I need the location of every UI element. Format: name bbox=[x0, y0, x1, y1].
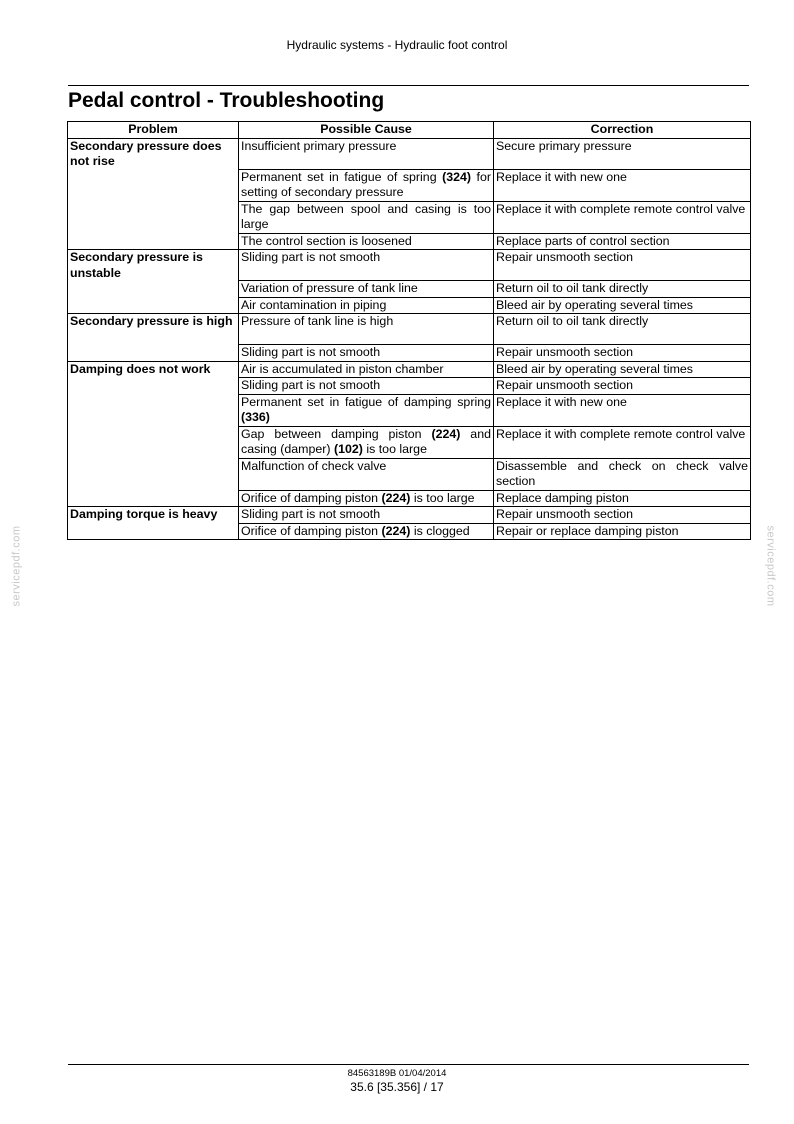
correction-cell: Repair unsmooth section bbox=[494, 507, 751, 524]
page-number: 35.6 [35.356] / 17 bbox=[350, 1080, 444, 1094]
cause-cell: Air contamination in piping bbox=[239, 297, 494, 314]
cause-cell: Permanent set in fatigue of damping spring (336) bbox=[239, 394, 494, 426]
cause-cell: Air is accumulated in piston chamber bbox=[239, 361, 494, 378]
page-title: Pedal control - Troubleshooting bbox=[68, 89, 385, 112]
cause-cell: Sliding part is not smooth bbox=[239, 507, 494, 524]
cause-cell: The gap between spool and casing is too large bbox=[239, 201, 494, 233]
problem-cell: Secondary pressure is unstable bbox=[68, 250, 239, 314]
part-ref: (336) bbox=[241, 410, 270, 424]
part-ref: (224) bbox=[381, 490, 411, 505]
problem-cell: Damping torque is heavy bbox=[68, 507, 239, 540]
document-code: 84563189B 01/04/2014 bbox=[347, 1068, 447, 1079]
problem-cell: Secondary pressure does not rise bbox=[68, 138, 239, 250]
table-row bbox=[68, 138, 751, 169]
cause-cell: Permanent set in fatigue of spring (324) for setting of secondary pressure bbox=[239, 169, 494, 201]
correction-cell: Replace damping piston bbox=[494, 490, 751, 507]
cause-cell: Sliding part is not smooth bbox=[239, 378, 494, 395]
part-ref: (102) bbox=[333, 442, 363, 456]
correction-cell: Bleed air by operating several times bbox=[494, 361, 751, 378]
cause-cell: Sliding part is not smooth bbox=[239, 250, 494, 281]
cause-cell: Orifice of damping piston (224) is too large bbox=[239, 490, 494, 507]
correction-cell: Repair unsmooth section bbox=[494, 378, 751, 395]
correction-cell: Replace it with complete remote control valve bbox=[494, 426, 751, 458]
cause-cell: Orifice of damping piston (224) is clogged bbox=[239, 523, 494, 540]
table-row bbox=[68, 507, 751, 524]
cause-cell: Sliding part is not smooth bbox=[239, 345, 494, 362]
cause-cell: Gap between damping piston (224) and casing (damper) (102) is too large bbox=[239, 426, 494, 458]
part-ref: (324) bbox=[442, 169, 472, 184]
part-ref: (224) bbox=[431, 426, 461, 441]
problem-cell: Damping does not work bbox=[68, 361, 239, 507]
cause-cell: Pressure of tank line is high bbox=[239, 314, 494, 345]
watermark-right: servicepdf.com bbox=[764, 525, 777, 607]
correction-cell: Disassemble and check on check valve section bbox=[494, 458, 751, 490]
table-row bbox=[68, 314, 751, 345]
problem-cell: Secondary pressure is high bbox=[68, 314, 239, 362]
running-header: Hydraulic systems - Hydraulic foot control bbox=[286, 38, 508, 52]
correction-cell: Replace it with complete remote control valve bbox=[494, 201, 751, 233]
cause-cell: The control section is loosened bbox=[239, 233, 494, 250]
footer-rule bbox=[68, 1064, 749, 1065]
table-row bbox=[68, 250, 751, 281]
watermark-left: servicepdf.com bbox=[10, 525, 23, 607]
correction-cell: Repair unsmooth section bbox=[494, 250, 751, 281]
correction-cell: Replace it with new one bbox=[494, 394, 751, 426]
correction-cell: Secure primary pressure bbox=[494, 138, 751, 169]
column-header-correction: Correction bbox=[494, 122, 751, 139]
correction-cell: Repair or replace damping piston bbox=[494, 523, 751, 540]
header-rule bbox=[68, 85, 749, 86]
correction-cell: Return oil to oil tank directly bbox=[494, 314, 751, 345]
table-header-row bbox=[68, 122, 751, 139]
correction-cell: Bleed air by operating several times bbox=[494, 297, 751, 314]
correction-cell: Return oil to oil tank directly bbox=[494, 281, 751, 298]
cause-cell: Insufficient primary pressure bbox=[239, 138, 494, 169]
cause-cell: Malfunction of check valve bbox=[239, 458, 494, 490]
column-header-cause: Possible Cause bbox=[239, 122, 494, 139]
column-header-problem: Problem bbox=[68, 122, 239, 139]
troubleshooting-table bbox=[67, 121, 751, 540]
correction-cell: Replace parts of control section bbox=[494, 233, 751, 250]
table-row bbox=[68, 361, 751, 378]
part-ref: (224) bbox=[381, 523, 411, 538]
correction-cell: Replace it with new one bbox=[494, 169, 751, 201]
cause-cell: Variation of pressure of tank line bbox=[239, 281, 494, 298]
correction-cell: Repair unsmooth section bbox=[494, 345, 751, 362]
